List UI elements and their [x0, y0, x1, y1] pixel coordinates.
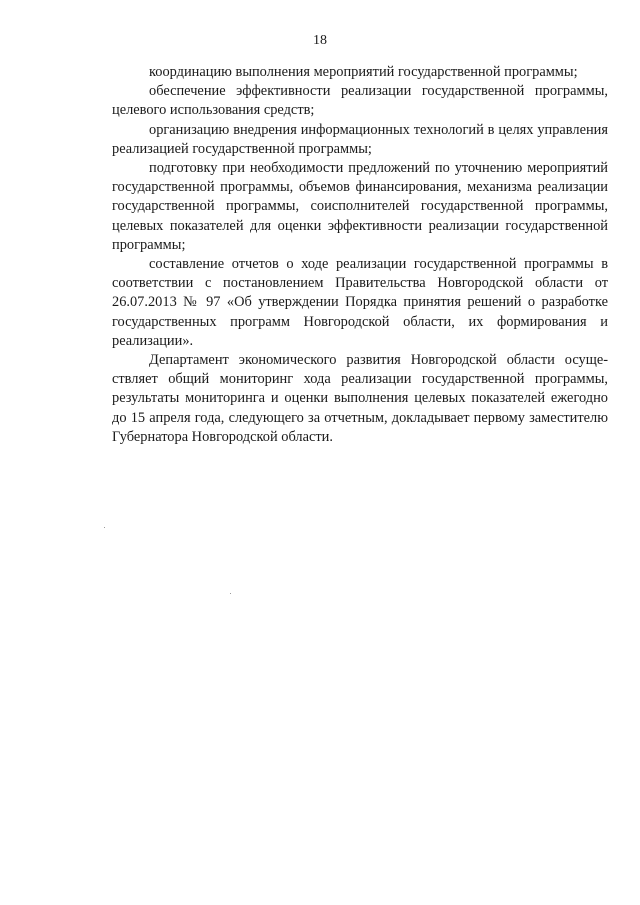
scan-speck: [104, 527, 105, 528]
paragraph-it-implementation: организацию внедрения информационных технологий в целях управления реализацией государственной программы;: [112, 121, 608, 157]
scan-speck: [230, 593, 231, 594]
paragraph-efficiency: обеспечение эффективности реализации государственной программы, целевого использования средств;: [112, 83, 608, 119]
page-number: 18: [313, 33, 327, 48]
paragraph-proposals: подготовку при необходимости предложений по уточнению мероприятий государственной программы, объемов финансирования, механизма реализации государственной программы, соисполнителей государственной программы, целевых показателей для оценки эффективности реализации государственной программы;: [112, 160, 608, 253]
paragraph-monitoring: Департамент экономического развития Новгородской области осуще-ствляет общий мониторинг хода реализации государственной программы, результаты мониторинга и оценки выполнения целевых показателей ежегодно до 15 апреля года, следующего за отчетным, докладывает первому заместителю Губернатора Новгородской области.: [112, 352, 608, 445]
paragraph-coordination: координацию выполнения мероприятий государственной программы;: [149, 64, 578, 80]
document-body: [112, 63, 608, 447]
paragraph-reports: составление отчетов о ходе реализации государственной программы в соответствии с постановлением Правительства Новгородской области от 26.07.2013 № 97 «Об утверждении Порядка принятия решений о разработке государственных программ Новгородской области, их формирования и реализации».: [112, 256, 608, 349]
